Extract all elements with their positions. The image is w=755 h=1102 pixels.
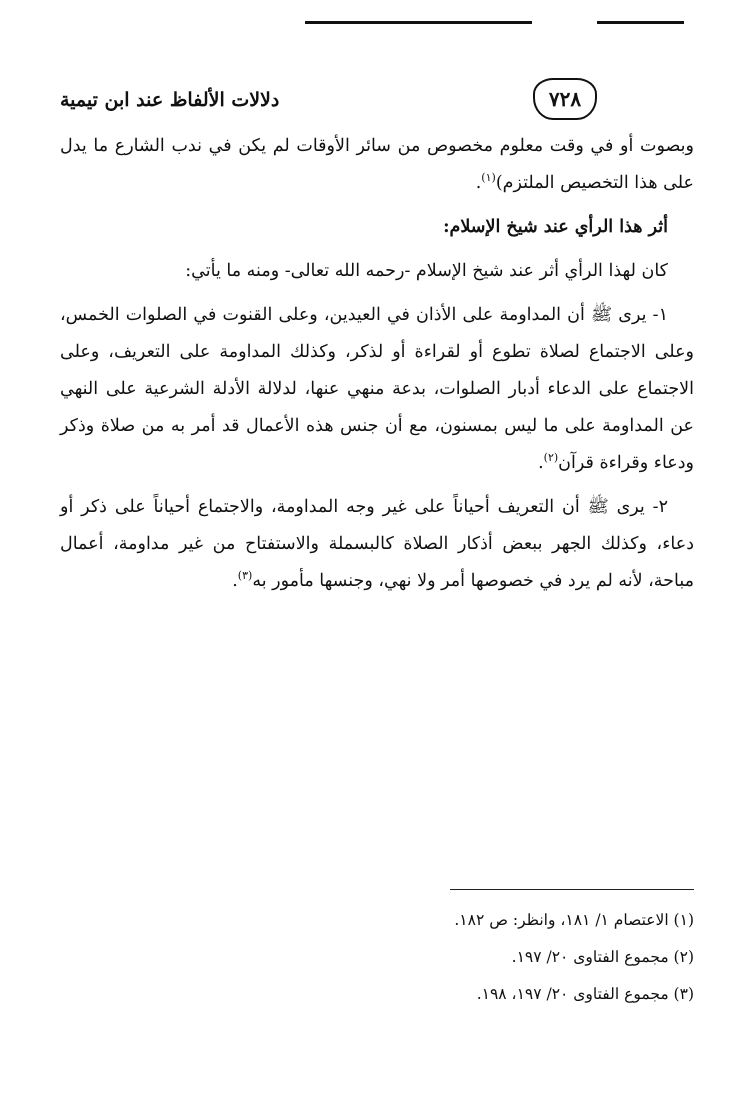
text-punct: . xyxy=(232,571,238,591)
footnote-ref: (٢) xyxy=(543,451,559,465)
footnote-separator xyxy=(450,889,694,890)
footnotes xyxy=(60,902,694,1013)
footnote-ref: (٣) xyxy=(237,569,253,583)
text-punct: . xyxy=(475,173,482,193)
list-item-text: ١- يرى ﷺ أن المداومة على الأذان في العيدين، وعلى القنوت في الصلوات الخمس، وعلى الاجتماع لصلاة تطوع أو لقراءة أو لذكر، وكذلك المداومة على التعريف، وعلى الاجتماع على الدعاء أدبار الصلوات، بدعة منهي عنها، لدلالة الأدلة الشرعية على النهي عن المداومة على ما ليس بمسنون، مع أن جنس هذه الأعمال قد أمر به من صلاة وذكر ودعاء وقراءة قرآن xyxy=(60,305,694,473)
list-item-1 xyxy=(60,297,694,482)
text-line: وبصوت أو في وقت معلوم مخصوص من سائر الأوقات لم يكن في ندب الشارع ما يدل على xyxy=(60,136,694,193)
running-title: دلالات الألفاظ عند ابن تيمية xyxy=(60,89,280,111)
header-rule-right xyxy=(597,21,684,24)
section-heading: أثر هذا الرأي عند شيخ الإسلام: xyxy=(443,217,668,237)
footnote-1: (١) الاعتصام ١/ ١٨١، وانظر: ص ١٨٢. xyxy=(454,911,694,929)
list-item-text: ٢- يرى ﷺ أن التعريف أحياناً على غير وجه المداومة، والاجتماع أحياناً على ذكر أو دعاء، وكذلك الجهر ببعض أذكار الصلاة كالبسملة والاستفتاح من غير مداومة، أعمال مباحة، لأنه لم يرد في خصوصها أمر ولا نهي، وجنسها مأمور به xyxy=(60,497,694,591)
text-punct: . xyxy=(538,453,544,473)
body-text xyxy=(60,128,694,600)
list-item-2 xyxy=(60,489,694,600)
text-line: هذا التخصيص الملتزم) xyxy=(495,173,658,193)
footnote-ref: (١) xyxy=(481,171,496,185)
intro-paragraph: كان لهذا الرأي أثر عند شيخ الإسلام -رحمه الله تعالى- ومنه ما يأتي: xyxy=(185,261,668,281)
footnote-3: (٣) مجموع الفتاوى ٢٠/ ١٩٧، ١٩٨. xyxy=(476,985,694,1003)
page-number: ٧٢٨ xyxy=(548,87,582,111)
page-number-frame xyxy=(533,78,597,120)
header-rule-left xyxy=(305,21,532,24)
footnote-2: (٢) مجموع الفتاوى ٢٠/ ١٩٧. xyxy=(511,948,694,966)
paragraph-continuation xyxy=(60,128,694,202)
